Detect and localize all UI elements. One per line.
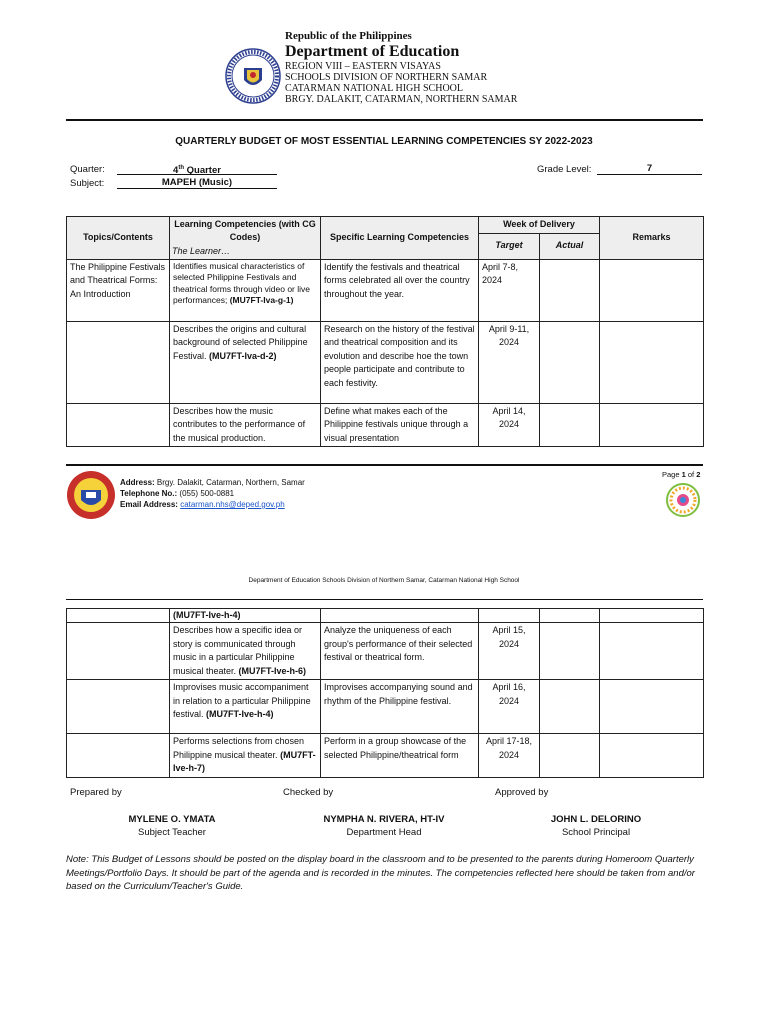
competency-text: Describes how the music contributes to the performance of the musical production. (173, 405, 306, 443)
republic-line: Republic of the Philippines (285, 30, 412, 42)
actual-cell (540, 623, 600, 680)
prepared-title: Subject Teacher (138, 827, 206, 838)
phone-value: (055) 500-0881 (179, 489, 235, 498)
competency-text: Describes how a specific idea or story is communicated through music in a particular Philippine musical theater. (173, 625, 303, 676)
page-total: 2 (696, 470, 701, 479)
division-line: SCHOOLS DIVISION OF NORTHERN SAMAR (285, 72, 488, 83)
col-header-competencies (170, 217, 321, 260)
actual-cell (540, 321, 600, 403)
col-header-week: Week of Delivery (479, 217, 600, 234)
checked-by-label: Checked by (283, 787, 334, 798)
approved-title: School Principal (561, 827, 631, 838)
page2-header: Department of Education Schools Division of Northern Samar, Catarman National High School (248, 577, 520, 584)
page-current: 1 (681, 470, 686, 479)
address-line: BRGY. DALAKIT, CATARMAN, NORTHERN SAMAR (285, 94, 518, 105)
competency-cell (170, 734, 321, 778)
page2-rule (66, 599, 703, 600)
specific-cell: Research on the history of the festival and theatrical composition and its evolution and describe hoe the town people participate and contribute to each festivity. (321, 321, 479, 403)
subject-value: MAPEH (Music) (117, 177, 277, 189)
target-cell: April 15, 2024 (479, 623, 540, 680)
address-value: Brgy. Dalakit, Catarman, Northern, Samar (156, 478, 305, 487)
cg-code: (MU7FT-Ive-h-4) (206, 709, 274, 719)
table-row (67, 403, 704, 447)
remarks-cell (600, 734, 704, 778)
col-header-topics: Topics/Contents (67, 217, 170, 260)
grade-value: 7 (597, 163, 702, 175)
actual-cell (540, 680, 600, 734)
address-label: Address: (120, 478, 155, 487)
target-cell: April 17-18, 2024 (479, 734, 540, 778)
approved-by-label: Approved by (495, 787, 549, 798)
phone-label: Telephone No.: (120, 489, 178, 498)
approved-name: JOHN L. DELORINO (550, 814, 642, 825)
subject-label: Subject: (70, 178, 105, 189)
topic-cell (67, 403, 170, 447)
table-row (67, 321, 704, 403)
table-row (67, 680, 704, 734)
colorful-logo-icon (666, 483, 700, 517)
competency-cell (170, 623, 321, 680)
cg-code: (MU7FT-Iva-g-1) (229, 295, 294, 305)
topic-cell (67, 680, 170, 734)
remarks-cell (600, 680, 704, 734)
competency-cell (170, 609, 321, 623)
target-cell: April 16, 2024 (479, 680, 540, 734)
topic-cell (67, 734, 170, 778)
actual-cell (540, 609, 600, 623)
competency-text: Improvises music accompaniment in relation to a particular Philippine festival. (173, 682, 311, 719)
cg-code: (MU7FT-Ive-h-6) (238, 665, 307, 676)
target-cell (479, 609, 540, 623)
specific-cell: Perform in a group showcase of the selected Philippine/theatrical form (321, 734, 479, 778)
prepared-name: MYLENE O. YMATA (128, 814, 216, 825)
competency-cell (170, 403, 321, 447)
topic-cell (67, 321, 170, 403)
page-of: of (685, 470, 697, 479)
specific-cell: Improvises accompanying sound and rhythm of the Philippine festival. (321, 680, 479, 734)
actual-cell (540, 259, 600, 321)
col-header-target: Target (479, 233, 540, 259)
quarter-value (117, 163, 277, 175)
footer-phone (120, 488, 305, 499)
checked-title: Department Head (346, 827, 422, 838)
remarks-cell (600, 623, 704, 680)
footer-rule (66, 464, 703, 466)
prepared-by-label: Prepared by (70, 787, 122, 798)
specific-cell: Analyze the uniqueness of each group's performance of their selected festival or theatrical form. (321, 623, 479, 680)
email-label: Email Address: (120, 500, 178, 509)
specific-cell (321, 609, 479, 623)
topic-cell: The Philippine Festivals and Theatrical Forms: An Introduction (67, 259, 170, 321)
cg-code: (MU7FT-Ive-h-4) (173, 610, 241, 620)
topic-cell (67, 609, 170, 623)
grade-label: Grade Level: (537, 164, 592, 175)
topic-cell (67, 623, 170, 680)
department-name: Department of Education (285, 43, 460, 60)
page-number (662, 470, 700, 479)
learner-label: The Learner… (172, 245, 231, 256)
school-seal-icon (66, 470, 116, 520)
actual-cell (540, 734, 600, 778)
col-header-actual: Actual (540, 233, 600, 259)
competency-cell (170, 259, 321, 321)
remarks-cell (600, 321, 704, 403)
table-row (67, 259, 704, 321)
quarter-label: Quarter: (70, 164, 105, 175)
school-line: CATARMAN NATIONAL HIGH SCHOOL (285, 83, 463, 94)
letterhead (225, 30, 705, 110)
table-row (67, 623, 704, 680)
page-prefix: Page (662, 470, 682, 479)
table-row (67, 734, 704, 778)
target-cell: April 9-11, 2024 (479, 321, 540, 403)
footer-contact (120, 477, 305, 510)
col-header-specific: Specific Learning Competencies (321, 217, 479, 260)
region-line: REGION VIII – EASTERN VISAYAS (285, 61, 441, 72)
specific-cell: Identify the festivals and theatrical forms celebrated all over the country throughout the year. (321, 259, 479, 321)
cg-code: (MU7FT-Ive-h-7) (173, 749, 316, 773)
table-row (67, 609, 704, 623)
remarks-cell (600, 609, 704, 623)
quarter-suffix: th (178, 165, 184, 171)
budget-table-page1 (66, 216, 704, 447)
specific-cell: Define what makes each of the Philippine festivals unique through a visual presentation (321, 403, 479, 447)
target-cell: April 7-8, 2024 (479, 259, 540, 321)
actual-cell (540, 403, 600, 447)
document-title: QUARTERLY BUDGET OF MOST ESSENTIAL LEARNING COMPETENCIES SY 2022-2023 (175, 136, 593, 147)
footer-email (120, 499, 305, 510)
quarter-number: 4 (173, 165, 179, 177)
competency-text: Identifies musical characteristics of selected Philippine Festivals and theatrical forms through video or live performances; (173, 260, 311, 305)
competencies-header-label: Learning Competencies (with CG Codes) (174, 218, 316, 242)
remarks-cell (600, 403, 704, 447)
competency-text: Performs selections from chosen Philippine musical theater. (173, 736, 305, 760)
checked-name: NYMPHA N. RIVERA, HT-IV (323, 814, 445, 825)
cg-code: (MU7FT-Iva-d-2) (209, 350, 277, 361)
footnote: Note: This Budget of Lessons should be posted on the display board in the classroom and to be presented to the parents during Homeroom Quarterly Meetings/Portfolio Days. It should be part of the agenda and is recorded in the minutes. The competencies reflected here should be taken from and/or based on the Curriculum/Teacher's Guide. (66, 854, 695, 892)
competency-text: Describes the origins and cultural background of selected Philippine Festival. (173, 323, 308, 361)
budget-table-page2 (66, 608, 704, 778)
competency-cell (170, 321, 321, 403)
competency-cell (170, 680, 321, 734)
target-cell: April 14, 2024 (479, 403, 540, 447)
footer-address (120, 477, 305, 488)
remarks-cell (600, 259, 704, 321)
header-rule (66, 119, 703, 121)
quarter-word: Quarter (184, 165, 221, 177)
col-header-remarks: Remarks (600, 217, 704, 260)
email-link[interactable]: catarman.nhs@deped.gov.ph (180, 500, 285, 509)
deped-seal-icon (225, 48, 281, 104)
